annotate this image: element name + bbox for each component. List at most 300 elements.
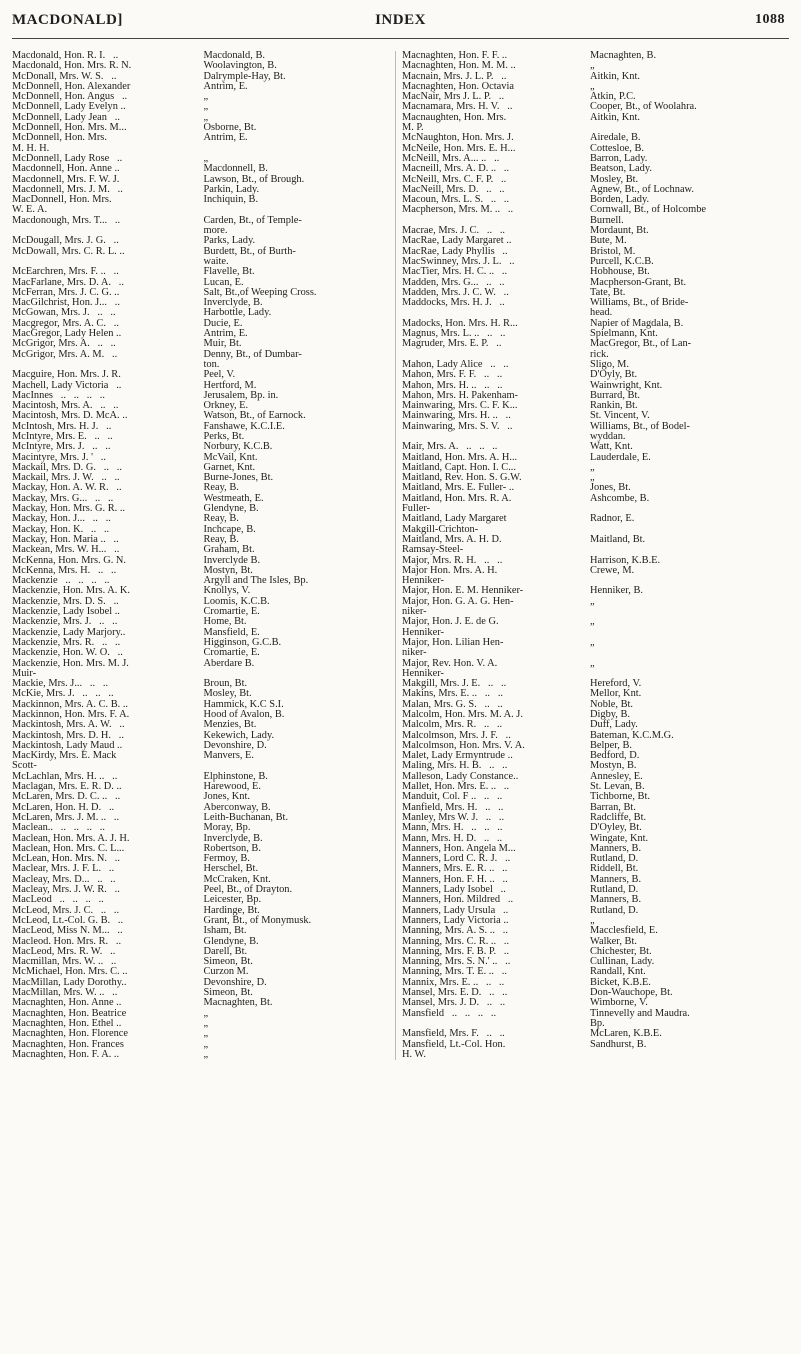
entry-name: Major Hon. Mrs. A. H. Henniker-	[402, 564, 498, 587]
entry-reference: Bicket, K.B.E.	[590, 976, 651, 988]
index-entry	[12, 247, 395, 268]
entry-name: Mackay, Hon. Maria .. ..	[12, 533, 119, 545]
entry-name: Macnaghten, Hon. F. F. ..	[402, 51, 508, 61]
entry-reference: Atkin, P.C.	[590, 91, 636, 103]
entry-reference: Williams, Bt., of Bride- head.	[590, 297, 689, 319]
entry-name: McIntyre, Mrs. J. .. ..	[12, 441, 111, 453]
index-entry	[12, 133, 395, 154]
entry-reference: Mellor, Knt.	[590, 688, 642, 700]
entry-reference: Jerusalem, Bp. in.	[203, 389, 279, 401]
entry-name: McLean, Hon. Mrs. N. ..	[12, 853, 120, 865]
entry-name: Mahon, Mrs. H. .. .. ..	[402, 379, 503, 391]
entry-reference: Knollys, V.	[203, 585, 251, 597]
entry-name: Mackinnon, Mrs. A. C. B. ..	[12, 698, 129, 710]
entry-reference: Tinnevelly and Maudra. Bp.	[590, 1007, 690, 1029]
entry-name: Mackay, Mrs. G... .. ..	[12, 492, 114, 504]
entry-reference: Darell, Bt.	[203, 945, 248, 957]
index-entry	[402, 535, 778, 556]
index-entry	[402, 267, 778, 277]
entry-reference: Isham, Bt.	[203, 925, 247, 937]
entry-name: McLaren, Hon. H. D. ..	[12, 801, 115, 813]
entry-reference: Maitland, Bt.	[590, 533, 646, 545]
entry-reference: Muir, Bt.	[203, 338, 242, 350]
entry-name: McIntosh, Mrs. H. J. ..	[12, 420, 112, 432]
entry-reference: Borden, Lady.	[590, 194, 650, 206]
entry-name: MacNeill, Mrs. D. .. ..	[402, 183, 505, 195]
index-entry	[12, 1050, 395, 1060]
entry-name: McGowan, Mrs. J. .. ..	[12, 307, 116, 319]
entry-reference: Digby, B.	[590, 709, 631, 720]
entry-reference: Garnet, Knt.	[203, 461, 256, 473]
entry-name: Mackay, Hon. K. .. ..	[12, 523, 110, 535]
entry-reference: McCraken, Knt.	[203, 873, 271, 885]
index-entry	[12, 1029, 395, 1039]
entry-name: Malcolm, Mrs. R. .. ..	[402, 719, 503, 731]
entry-reference: Herschel, Bt.	[203, 863, 259, 875]
entry-name: Mair, Mrs. A. .. .. ..	[402, 441, 498, 453]
entry-name: McDowall, Mrs. C. R. L. ..	[12, 245, 125, 257]
entry-name: Mackie, Mrs. J... .. ..	[12, 678, 109, 690]
entry-reference: Mostyn, B.	[590, 760, 637, 772]
entry-reference: Watt, Knt.	[590, 441, 633, 453]
entry-name: Maddocks, Mrs. H. J. ..	[402, 297, 505, 309]
entry-reference: Osborne, Bt.	[203, 122, 257, 134]
entry-reference: Don-Wauchope, Bt.	[590, 987, 673, 999]
entry-reference: Chichester, Bt.	[590, 945, 652, 957]
entry-reference: Mostyn, Bt.	[203, 564, 253, 576]
entry-name: Magnus, Mrs. L. .. .. ..	[402, 328, 506, 340]
entry-name: Magruder, Mrs. E. P. ..	[402, 338, 502, 350]
entry-reference: Reay, B.	[203, 513, 239, 525]
entry-name: McDonnell, Hon. Mrs. M. H. H.	[12, 132, 107, 154]
entry-reference: Lawson, Bt., of Brough.	[203, 173, 305, 185]
entry-reference: Hardinge, Bt.	[203, 904, 260, 916]
entry-name: Macnaghten, Hon. M. M. ..	[402, 60, 516, 72]
entry-name: Manners, Hon. F. H. .. ..	[402, 873, 508, 885]
entry-name: Macleod. Hon. Mrs. R. ..	[12, 935, 122, 947]
entry-name: McDonnell, Hon. Mrs. M...	[12, 122, 127, 134]
entry-reference: D'Oyly, Bt.	[590, 369, 638, 381]
entry-name: McNeile, Hon. Mrs. E. H...	[402, 142, 516, 154]
entry-reference: Macpherson-Grant, Bt.	[590, 276, 687, 288]
index-entry	[402, 659, 778, 680]
entry-name: Macintyre, Mrs. J. ' ..	[12, 451, 106, 463]
entry-name: Maitland, Rev. Hon. S. G.W.	[402, 472, 522, 484]
entry-reference: Dalrymple-Hay, Bt.	[203, 70, 286, 82]
entry-name: McMichael, Hon. Mrs. C. ..	[12, 966, 128, 978]
entry-reference: Hood of Avalon, B.	[203, 709, 285, 720]
index-entry	[12, 370, 395, 380]
entry-name: McIntyre, Mrs. E. .. ..	[12, 430, 113, 442]
entry-reference: Devonshire, D.	[203, 739, 267, 751]
entry-reference: Napier of Magdala, B.	[590, 317, 684, 329]
entry-name: Mahon, Mrs. F. F. .. ..	[402, 369, 503, 381]
entry-name: Mackinnon, Hon. Mrs. F. A.	[12, 709, 130, 720]
entry-name: Maclear, Mrs. J. F. L. ..	[12, 863, 115, 875]
entry-reference: Tate, Bt.	[590, 286, 626, 298]
entry-name: Macnaghten, Hon. Frances	[12, 1038, 124, 1050]
entry-reference: Grant, Bt., of Monymusk.	[203, 914, 312, 926]
entry-reference: „	[590, 60, 595, 72]
entry-name: Mackay, Hon. A. W. R. ..	[12, 482, 122, 494]
entry-reference: „	[203, 152, 209, 164]
entry-reference: Peel, V.	[203, 369, 236, 381]
entry-name: Mackenzie, Lady Isobel ..	[12, 606, 120, 618]
entry-name: Macnamara, Mrs. H. V. ..	[402, 101, 513, 113]
entry-name: McDonnell, Hon. Alexander	[12, 80, 131, 92]
entry-reference: Manvers, E.	[203, 750, 254, 762]
entry-reference: Devonshire, D.	[203, 976, 267, 988]
entry-reference: Macclesfield, E.	[590, 925, 658, 937]
entry-name: Macnain, Mrs. J. L. P. ..	[402, 70, 507, 82]
entry-reference: Burdett, Bt., of Burth- waite.	[203, 245, 296, 267]
entry-reference: Sandhurst, B.	[590, 1038, 647, 1050]
entry-name: McDonall, Mrs. W. S. ..	[12, 70, 117, 82]
entry-reference: Harewood, E.	[203, 781, 261, 793]
entry-name: Macdonough, Mrs. T... ..	[12, 214, 121, 226]
entry-reference: „	[203, 111, 209, 123]
entry-name: Macleay, Mrs. D... .. ..	[12, 873, 116, 885]
index-entry	[12, 659, 395, 680]
entry-reference: Carden, Bt., of Temple- more.	[203, 214, 302, 237]
entry-reference: Ducie, E.	[203, 317, 243, 329]
entry-reference: „	[203, 1007, 209, 1019]
entry-name: Mahon, Lady Alice .. ..	[402, 358, 509, 370]
entry-name: Maclagan, Mrs. E. R. D. ..	[12, 781, 122, 793]
entry-name: Macneill, Mrs. A. D. .. ..	[402, 163, 510, 175]
entry-name: Mackenzie, Mrs. J. .. ..	[12, 616, 118, 628]
entry-name: MacSwinney, Mrs. J. L. ..	[402, 255, 515, 267]
entry-reference: Jones, Knt.	[203, 791, 250, 803]
entry-reference: Bristol, M.	[590, 245, 636, 257]
entry-name: Maitland, Lady Margaret Makgill-Crichton-	[402, 513, 507, 535]
entry-name: Madden, Mrs. J. C. W. ..	[402, 286, 509, 298]
entry-reference: MacGregor, Bt., of Lan- rick.	[590, 338, 692, 360]
entry-reference: Harbottle, Lady.	[203, 307, 272, 319]
entry-reference: Cottesloe, B.	[590, 142, 644, 154]
entry-reference: McVail, Knt.	[203, 451, 258, 463]
index-entry	[402, 370, 778, 380]
entry-reference: Cullinan, Lady.	[590, 956, 655, 968]
index-entry	[402, 597, 778, 618]
entry-name: Mackenzie, Mrs. R. .. ..	[12, 636, 121, 648]
entry-name: Mainwaring, Mrs. H. .. ..	[402, 410, 511, 422]
entry-name: Mackenzie, Lady Marjory..	[12, 626, 126, 638]
entry-reference: Cooper, Bt., of Woolahra.	[590, 101, 697, 113]
index-entry	[12, 350, 395, 371]
entry-name: Maitland, Hon. Mrs. R. A. Fuller-	[402, 492, 512, 515]
running-head-left: MACDONALD]	[12, 12, 123, 28]
entry-name: McLeod, Mrs. J. C. .. ..	[12, 904, 120, 916]
entry-reference: „	[590, 472, 595, 484]
entry-reference: Argyll and The Isles, Bp.	[203, 575, 309, 587]
entry-reference: Robertson, B.	[203, 842, 261, 854]
entry-name: Malet, Lady Ermyntrude ..	[402, 750, 513, 762]
entry-name: Manners, Hon. Angela M...	[402, 842, 516, 854]
entry-name: MacFarlane, Mrs. D. A. ..	[12, 276, 124, 288]
entry-reference: Simeon, Bt.	[203, 956, 253, 968]
entry-name: Mansfield, Lt.-Col. Hon. H. W.	[402, 1038, 506, 1060]
entry-reference: Parks, Lady.	[203, 235, 256, 247]
entry-reference: Mansfield, E.	[203, 626, 260, 638]
entry-reference: Cornwall, Bt., of Holcombe Burnell.	[590, 204, 707, 226]
index-entry	[402, 1040, 778, 1061]
entry-name: Major, Hon. J. E. de G. Henniker-	[402, 616, 499, 638]
entry-reference: Inverclyde B.	[203, 554, 261, 566]
entry-name: Macpherson, Mrs. M. .. ..	[402, 204, 514, 216]
entry-name: Mackenzie, Mrs. D. S. ..	[12, 595, 119, 607]
entry-reference: Cromartie, E.	[203, 647, 260, 659]
entry-reference: Walker, Bt.	[590, 935, 637, 947]
entry-reference: Mosley, Bt.	[590, 173, 639, 185]
entry-reference: Aberdare B.	[203, 657, 255, 669]
index-entry	[402, 494, 778, 515]
index-entry	[402, 113, 778, 134]
entry-reference: „	[203, 91, 209, 103]
index-entry	[402, 339, 778, 360]
page-header	[12, 8, 789, 39]
entry-reference: Hertford, M.	[203, 379, 257, 391]
index-entry	[402, 1029, 778, 1039]
entry-reference: Macnaghten, B.	[590, 51, 657, 61]
entry-name: Mackenzie, Hon. W. O. ..	[12, 647, 123, 659]
entry-name: Maclean, Hon. Mrs. A. J. H.	[12, 832, 130, 844]
index-entry	[402, 566, 778, 587]
entry-reference: Antrim, E.	[203, 328, 248, 340]
entry-reference: Jones, Bt.	[590, 482, 631, 494]
entry-name: Macintosh, Mrs. D. McA. ..	[12, 410, 128, 422]
entry-reference: Harrison, K.B.E.	[590, 554, 661, 566]
entry-name: MacRae, Lady Phyllis ..	[402, 245, 508, 257]
entry-name: Major, Mrs. R. H. .. ..	[402, 554, 503, 566]
entry-name: Macdonnell, Mrs. J. M. ..	[12, 183, 123, 195]
index-entry	[402, 298, 778, 319]
entry-reference: Leith-Buchanan, Bt.	[203, 811, 289, 823]
entry-reference: Annesley, E.	[590, 770, 643, 782]
entry-reference: Rutland, D.	[590, 884, 639, 896]
entry-name: Maclean, Hon. Mrs. C. L...	[12, 842, 125, 854]
entry-name: Maitland, Capt. Hon. I. C...	[402, 461, 516, 473]
entry-reference: Higginson, G.C.B.	[203, 636, 282, 648]
entry-name: Mackail, Mrs. D. G. .. ..	[12, 461, 122, 473]
index-entry	[12, 195, 395, 216]
entry-name: Makins, Mrs. E. .. .. ..	[402, 688, 504, 700]
entry-name: Macmillan, Mrs. W. .. ..	[12, 956, 117, 968]
entry-reference: Rutland, D.	[590, 853, 639, 865]
entry-reference: Westmeath, E.	[203, 492, 264, 504]
entry-name: Mackintosh, Mrs. D. H. ..	[12, 729, 124, 741]
entry-reference: Barron, Lady.	[590, 152, 648, 164]
entry-reference: Williams, Bt., of Bodel- wyddan.	[590, 420, 691, 442]
entry-name: Maitland, Mrs. A. H. D. Ramsay-Steel-	[402, 533, 502, 556]
entry-name: McLaren, Mrs. D. C. .. ..	[12, 791, 121, 803]
entry-name: Malcolmson, Hon. Mrs. V. A.	[402, 739, 525, 751]
entry-name: Major, Hon. E. M. Henniker-	[402, 585, 524, 597]
entry-name: MacLeod .. .. .. ..	[12, 894, 104, 906]
entry-name: Manners, Lady Ursula ..	[402, 904, 509, 916]
entry-name: Mann, Mrs. H. .. .. ..	[402, 822, 503, 834]
entry-reference: McLaren, K.B.E.	[590, 1028, 662, 1040]
entry-name: Mann, Mrs. H. D. .. ..	[402, 832, 503, 844]
entry-name: Mackintosh, Lady Maud ..	[12, 739, 123, 751]
entry-reference: „	[590, 461, 595, 473]
entry-name: MacTier, Mrs. H. C. .. ..	[402, 266, 508, 278]
entry-name: Mackay, Hon. J... .. ..	[12, 513, 111, 525]
entry-reference: Radcliffe, Bt.	[590, 811, 647, 823]
entry-reference: Lucan, E.	[203, 276, 244, 288]
entry-reference: Wainwright, Knt.	[590, 379, 663, 391]
entry-reference: „	[203, 1017, 209, 1029]
entry-reference: Duff, Lady.	[590, 719, 638, 731]
entry-reference: Noble, Bt.	[590, 698, 634, 710]
entry-reference: Reay, B.	[203, 533, 239, 545]
entry-name: Manners, Hon. Mildred ..	[402, 894, 514, 906]
entry-reference: Cromartie, E.	[203, 606, 260, 618]
entry-reference: „	[203, 101, 209, 113]
entry-reference: „	[590, 914, 595, 926]
entry-name: McFerran, Mrs. J. C. G. ..	[12, 286, 120, 298]
entry-name: Manners, Lord C. R. J. ..	[402, 853, 511, 865]
entry-name: Manduit, Col. F .. .. ..	[402, 791, 503, 803]
entry-name: Mackenzie .. .. .. ..	[12, 575, 110, 587]
entry-reference: Riddell, Bt.	[590, 863, 639, 875]
entry-name: Mackintosh, Mrs. A. W. ..	[12, 719, 125, 731]
entry-name: MacMillan, Lady Dorothy..	[12, 976, 127, 988]
entry-reference: Fermoy, B.	[203, 853, 250, 865]
entry-reference: Woolavington, B.	[203, 60, 277, 72]
entry-name: McNeill, Mrs. C. F. P. ..	[402, 173, 507, 185]
entry-reference: Peel, Bt., of Drayton.	[203, 884, 293, 896]
entry-reference: Hereford, V.	[590, 678, 642, 690]
entry-reference: Curzon M.	[203, 966, 249, 978]
entry-name: Manning, Mrs. T. E. .. ..	[402, 966, 507, 978]
entry-name: MacMillan, Mrs. W. .. ..	[12, 987, 118, 999]
entry-reference: Manners, B.	[590, 842, 642, 854]
entry-reference: Barran, Bt.	[590, 801, 636, 813]
entry-reference: Lauderdale, E.	[590, 451, 651, 463]
entry-name: Macnaghten, Hon. Florence	[12, 1028, 128, 1040]
entry-name: Mainwaring, Mrs. S. V. ..	[402, 420, 513, 432]
entry-name: Malan, Mrs. G. S. .. ..	[402, 698, 503, 710]
entry-name: Manners, Lady Victoria ..	[402, 914, 509, 926]
entry-name: McLeod, Lt.-Col. G. B. ..	[12, 914, 124, 926]
entry-name: Manning, Mrs. C. R. .. ..	[402, 935, 510, 947]
entry-name: Maling, Mrs. H. B. .. ..	[402, 760, 508, 772]
index-entry	[402, 205, 778, 226]
entry-name: Maclean.. .. .. .. ..	[12, 822, 105, 834]
entry-name: Madocks, Hon. Mrs. H. R...	[402, 317, 518, 329]
entry-name: McNeill, Mrs. A... .. ..	[402, 152, 500, 164]
entry-name: Macnaughten, Hon. Mrs. M. P.	[402, 111, 507, 134]
index-entry	[402, 638, 778, 659]
entry-reference: Inverclyde, B.	[203, 297, 263, 309]
entry-name: McLachlan, Mrs. H. .. ..	[12, 770, 118, 782]
entry-name: Mansfield, Mrs. F. .. ..	[402, 1028, 505, 1040]
entry-name: McKenna, Hon. Mrs. G. N.	[12, 554, 126, 566]
entry-reference: Broun, Bt.	[203, 678, 248, 690]
entry-reference: Glendyne, B.	[203, 935, 259, 947]
entry-reference: „	[203, 1028, 209, 1040]
entry-reference: Rankin, Bt.	[590, 400, 638, 412]
entry-name: Manley, Mrs W. J. .. ..	[402, 811, 505, 823]
entry-name: Mahon, Mrs. H. Pakenham-	[402, 389, 519, 401]
index-entry	[402, 514, 778, 535]
entry-name: McDonnell, Lady Evelyn ..	[12, 101, 126, 113]
entry-reference: Inchiquin, B.	[203, 194, 259, 206]
entry-reference: Loomis, K.C.B.	[203, 595, 270, 607]
index-entry	[402, 422, 778, 443]
entry-reference: Radnor, E.	[590, 513, 635, 525]
entry-name: Macdonnell, Mrs. F. W. J.	[12, 173, 120, 185]
entry-reference: Mordaunt, Bt.	[590, 225, 649, 237]
entry-reference: Randall, Knt.	[590, 966, 646, 978]
entry-reference: Parkin, Lady.	[203, 183, 260, 195]
entry-reference: Wimborne, V.	[590, 997, 648, 1009]
entry-name: Macnaghten, Hon. Anne ..	[12, 997, 122, 1009]
entry-name: Mackail, Mrs. J. W. .. ..	[12, 472, 120, 484]
index-column-right	[395, 51, 778, 1060]
entry-name: Macdonnell, Hon. Anne ..	[12, 163, 120, 175]
entry-name: Mackean, Mrs. W. H... ..	[12, 544, 120, 556]
index-entry	[402, 926, 778, 936]
entry-name: Malcolm, Hon. Mrs. M. A. J.	[402, 709, 523, 720]
entry-reference: Agnew, Bt., of Lochnaw.	[590, 183, 694, 195]
entry-name: McGrigor, Mrs. A. M. ..	[12, 348, 118, 360]
entry-name: Mainwaring, Mrs. C. F. K...	[402, 400, 518, 412]
index-entry	[12, 751, 395, 772]
entry-reference: Inverclyde, B.	[203, 832, 263, 844]
entry-reference: Airedale, B.	[590, 132, 641, 144]
entry-name: Major, Hon. G. A. G. Hen- niker-	[402, 595, 514, 618]
entry-name: McDougall, Mrs. J. G. ..	[12, 235, 119, 247]
entry-reference: „	[203, 1038, 209, 1050]
entry-name: Major, Hon. Lilian Hen- niker-	[402, 636, 504, 659]
entry-reference: Orkney, E.	[203, 400, 249, 412]
entry-name: Macguire, Hon. Mrs. J. R.	[12, 369, 121, 381]
entry-reference: Spielmann, Knt.	[590, 328, 658, 340]
entry-name: McEarchren, Mrs. F. .. ..	[12, 266, 119, 278]
entry-name: Malleson, Lady Constance..	[402, 770, 519, 782]
entry-reference: Aberconway, B.	[203, 801, 271, 813]
entry-reference: „	[590, 657, 595, 669]
index-entry	[12, 926, 395, 936]
entry-reference: „	[590, 80, 595, 92]
entry-name: Makgill, Mrs. J. E. .. ..	[402, 678, 507, 690]
entry-name: Manning, Mrs. F. B. P. ..	[402, 945, 510, 957]
entry-reference: Hammick, K.C S.I.	[203, 698, 284, 710]
entry-reference: Moray, Bp.	[203, 822, 251, 834]
entry-reference: Fanshawe, K.C.I.E.	[203, 420, 285, 432]
entry-name: Mansfield .. .. .. ..	[402, 1007, 497, 1019]
entry-name: McDonnell, Lady Jean ..	[12, 111, 120, 123]
entry-reference: Antrim, E.	[203, 132, 248, 144]
index-entry	[12, 267, 395, 277]
entry-reference: Home, Bt.	[203, 616, 247, 628]
entry-reference: Antrim, E.	[203, 80, 248, 92]
entry-name: Mackenzie, Hon. Mrs. M. J. Muir-	[12, 657, 129, 679]
index-column-left	[12, 51, 395, 1060]
entry-reference: Sligo, M.	[590, 358, 629, 370]
entry-reference: Macdonnell, B.	[203, 163, 268, 175]
entry-name: McKie, Mrs. J. .. .. ..	[12, 688, 114, 700]
entry-name: MacRae, Lady Margaret ..	[402, 235, 512, 247]
entry-reference: St. Vincent, V.	[590, 410, 650, 422]
entry-name: Manners, Lady Isobel ..	[402, 884, 506, 896]
entry-reference: Manners, B.	[590, 894, 642, 906]
entry-name: Mallet, Hon. Mrs. E. .. ..	[402, 781, 510, 793]
entry-name: Manfield, Mrs. H. .. ..	[402, 801, 504, 813]
entry-reference: Bateman, K.C.M.G.	[590, 729, 674, 741]
